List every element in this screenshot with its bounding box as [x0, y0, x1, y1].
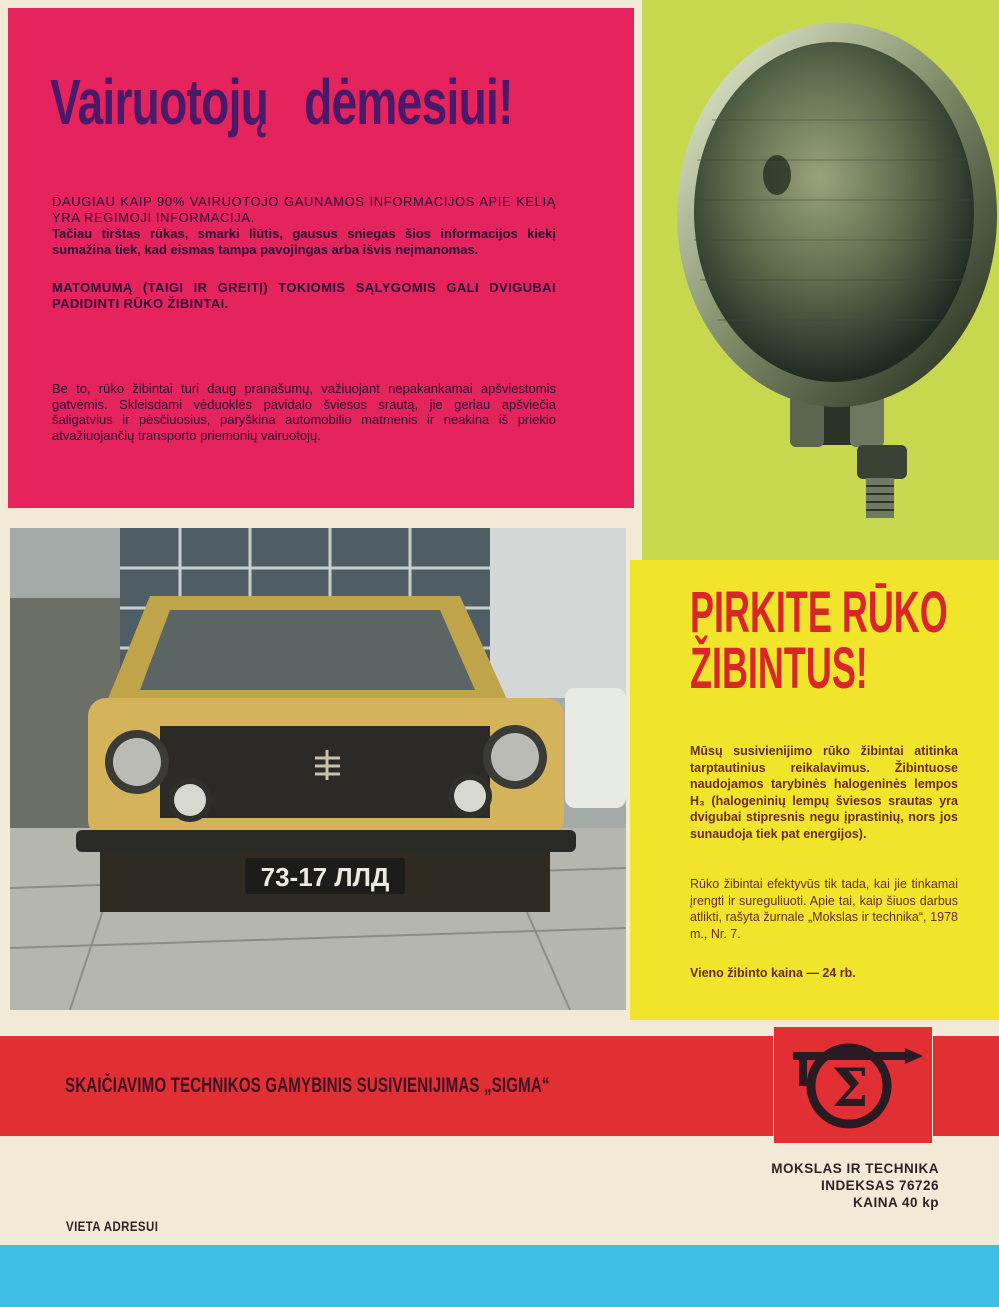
buy-body-2: Rūko žibintai efektyvūs tik tada, kai jie tinkamai įrengti ir sureguliuoti. Apie tai, kaip šiuos darbus atlikti, rašyta žurnale „Mokslas ir technika“, 1978 m., Nr. 7. [690, 877, 958, 941]
car-photo [10, 528, 626, 1010]
publication-title: MOKSLAS IR TECHNIKA [771, 1161, 939, 1176]
headline [50, 66, 513, 138]
buy-body: Mūsų susivienijimo rūko žibintai atitinka tarptautinius reikalavimus. Žibintuose naudojamos tarybinės halogeninės lempos H₃ (halogeninių lempų šviesos srautas yra dvigubai stipresnis negu įprastinių, nors jos sunaudoja tiek pat energijos). [690, 744, 958, 841]
svg-text:Σ: Σ [831, 1058, 869, 1119]
intro-bold-text: Tačiau tirštas rūkas, smarki liūtis, gausus sniegas šios informacijos kiekį sumažina tiek, kad eismas tampa pavojingas arba išvis neįmanomas. [52, 226, 556, 257]
fog-lamp-image [642, 0, 999, 560]
sigma-logo [773, 1026, 933, 1144]
address-area-label: VIETA ADRESUI [66, 1218, 159, 1234]
price-line: Vieno žibinto kaina — 24 rb. [690, 966, 856, 980]
intro-caps-bold-text: MATOMUMĄ (TAIGI IR GREITĮ) TOKIOMIS SĄLYGOMIS GALI DVIGUBAI PADIDINTI RŪKO ŽIBINTAI. [52, 280, 556, 311]
headline-part1: Vairuotojų [50, 66, 269, 138]
intro-caps-text: DAUGIAU KAIP 90% VAIRUOTOJO GAUNAMOS INFORMACIJOS APIE KELIĄ YRA REGIMOJI INFORMACIJA. [52, 194, 556, 225]
blue-band [0, 1245, 999, 1307]
paragraph-2: Be to, rūko žibintai turi daug pranašumų, važiuojant nepakankamai apšviestomis gatvėmis. Skleisdami vėduoklės pavidalo šviesos srautą, jie geriau apšviečia šaligatvius ir pėsčiuosius, paryškina automobilio matmenis ir neakina iš priekio atvažiuojančių transporto priemonių vairuotojų. [52, 381, 556, 443]
publication-index: INDEKSAS 76726 [820, 1178, 939, 1193]
sigma-company-name: SKAIČIAVIMO TECHNIKOS GAMYBINIS SUSIVIENIJIMAS „SIGMA“ [65, 1074, 550, 1097]
buy-title-line1: PIRKITE RŪKO [690, 580, 948, 645]
car-image [10, 528, 626, 1010]
publication-price: KAINA 40 kp [852, 1195, 939, 1210]
license-plate: 73-17 ЛЛД [260, 862, 390, 892]
buy-title-line2: ŽIBINTUS! [690, 636, 868, 701]
sigma-logo-icon [773, 1026, 933, 1144]
fog-lamp-photo [642, 0, 999, 560]
headline-part2: dėmesiui! [304, 66, 513, 138]
buy-title [690, 580, 948, 701]
